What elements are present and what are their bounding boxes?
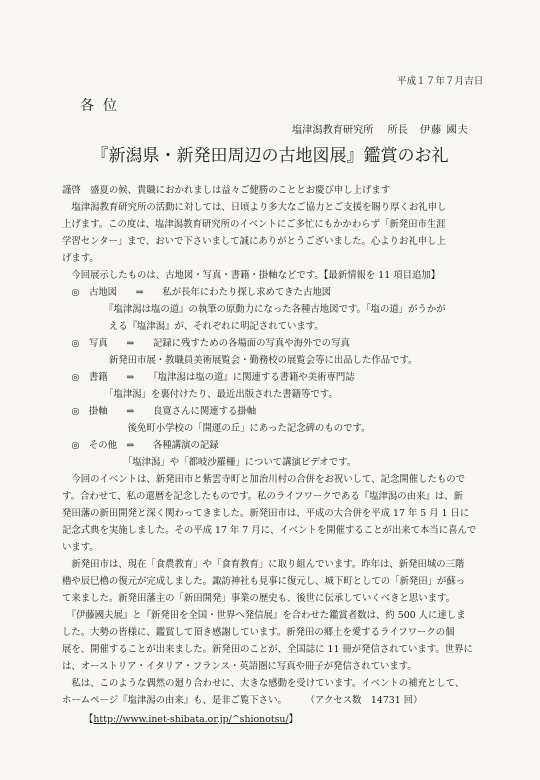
body-line: 櫓や辰巳櫓の復元が完成しました。諏訪神社も見事に復元し、城下町としての「新発田」が蘇っ — [62, 576, 466, 587]
bracket-open: 【 — [84, 714, 94, 725]
body-line: 新発田市は、現在「食農教育」や「食育教育」に取り組んでいます。昨年は、新発田城の三階 — [62, 559, 465, 570]
sender-role: 所長 — [387, 125, 408, 136]
body-line: 謹啓 盛夏の候、貴職におかれましは益々ご健勝のこととお慶び申し上げます — [62, 185, 391, 196]
list-item-heading: ◎ 掛軸 ⇒ 良寛さんに関連する掛軸 — [62, 406, 257, 417]
letter-title: 『新潟県・新発田周辺の古地図展』鑑賞のお礼 — [91, 146, 449, 166]
homepage-link[interactable]: http://www.inet-shibata.or.jp/^shionotsu/ — [93, 714, 289, 725]
sender-line — [292, 124, 469, 137]
body-line: は、オーストリア・イタリア・フランス・英語圏に写真や冊子が発信されています。 — [62, 661, 417, 672]
body-line: 今回のイベントは、新発田市と紫雲寺町と加治川村の合併をお祝いして、記念開催したもので — [62, 474, 465, 485]
body-line: 上げます。この度は、塩津潟教育研究所のイベントにご多忙にもかかわらず「新発田市生涯 — [62, 219, 446, 230]
body-line: 展を、開催することが出来ました。新発田のことが、全国誌に 11 冊が発信されています。世界に — [62, 644, 473, 655]
body-line: 記念式典を実施しました。その平成 17 年 7 月に、イベントを開催することが出来て本当に喜んで — [62, 525, 477, 536]
list-item-detail: 「塩津潟」を裏付けたり、最近出版された書籍等です。 — [62, 389, 338, 400]
body-line: した。大勢の皆様に、鑑賞して頂き感謝しています。新発田の郷土を愛するライフワークの個 — [62, 627, 455, 638]
body-line: 塩津潟教育研究所の活動に対しては、日頃より多大なご協力とご支援を賜り厚くお礼申し — [62, 202, 447, 213]
list-item-detail: える『塩津潟』が、それぞれに明記されています。 — [62, 321, 324, 332]
body-line: 今回展示したものは、古地図・写真・書籍・掛軸などです。【最新情報を 11 項目追加】 — [62, 270, 441, 281]
body-line: います。 — [62, 542, 99, 553]
list-item-detail: 後免町小学校の「開運の丘」にあった記念碑のものです。 — [62, 423, 371, 434]
organization-name: 塩津潟教育研究所 — [292, 125, 374, 136]
body-line: 学習センター」まで、おいで下さいまして誠にありがとうございました。心よりお礼申し上 — [62, 236, 446, 247]
list-item-heading: ◎ 写真 ⇒ 記録に残すための各場面の写真や海外での写真 — [62, 338, 350, 349]
body-line: す。合わせて、私の還暦を記念したものです。私のライフワークである『塩津潟の由来』は、新 — [62, 491, 463, 502]
list-item-heading: ◎ 古地図 ⇒ 私が長年にわたり探し求めてきた古地図 — [62, 287, 332, 298]
body-line: ホームページ『塩津潟の由来』も、是非ご覧下さい。 （アクセス数 14731 回） — [62, 695, 423, 706]
addressee: 各位 — [80, 98, 126, 114]
body-line: 『伊藤國夫展』と『新発田を全国・世界へ発信展』を合わせた鑑賞者数は、約 500 人に達しま — [62, 610, 466, 621]
letter-date: 平成１７年７月吉日 — [397, 76, 484, 87]
list-item-detail: 新発田市展・教職員美術展覧会・勤務校の展覧会等に出品した作品です。 — [62, 355, 418, 366]
list-item-detail: 『塩津潟は塩の道』の執筆の原動力になった各種古地図です。「塩の道」がうかが — [62, 304, 446, 315]
body-line: 発田藩の新田開発と深く関わってきました。新発田市は、平成の大合併を平成 17 年 5 月 1 日に — [62, 508, 470, 519]
sender-name: 伊藤 國夫 — [419, 125, 469, 136]
list-item-detail: 「塩津潟」や「都岐沙羅柵」について講演ビデオです。 — [62, 457, 357, 468]
homepage-url-line — [84, 713, 298, 726]
list-item-heading: ◎ その他 ⇒ 各種講演の記録 — [62, 440, 219, 451]
bracket-close: 】 — [288, 714, 299, 725]
body-line: げます。 — [62, 253, 99, 264]
body-line: て来ました。新発田藩主の「新田開発」事業の歴史も、後世に伝承していくべきと思います。 — [62, 593, 456, 604]
body-line: 私は、このような偶然の廻り合わせに、大きな感動を受けています。イベントの補充として、 — [62, 678, 465, 689]
list-item-heading: ◎ 書籍 ⇒ 『塩津潟は塩の道』に関連する書籍や美術専門誌 — [62, 372, 355, 383]
